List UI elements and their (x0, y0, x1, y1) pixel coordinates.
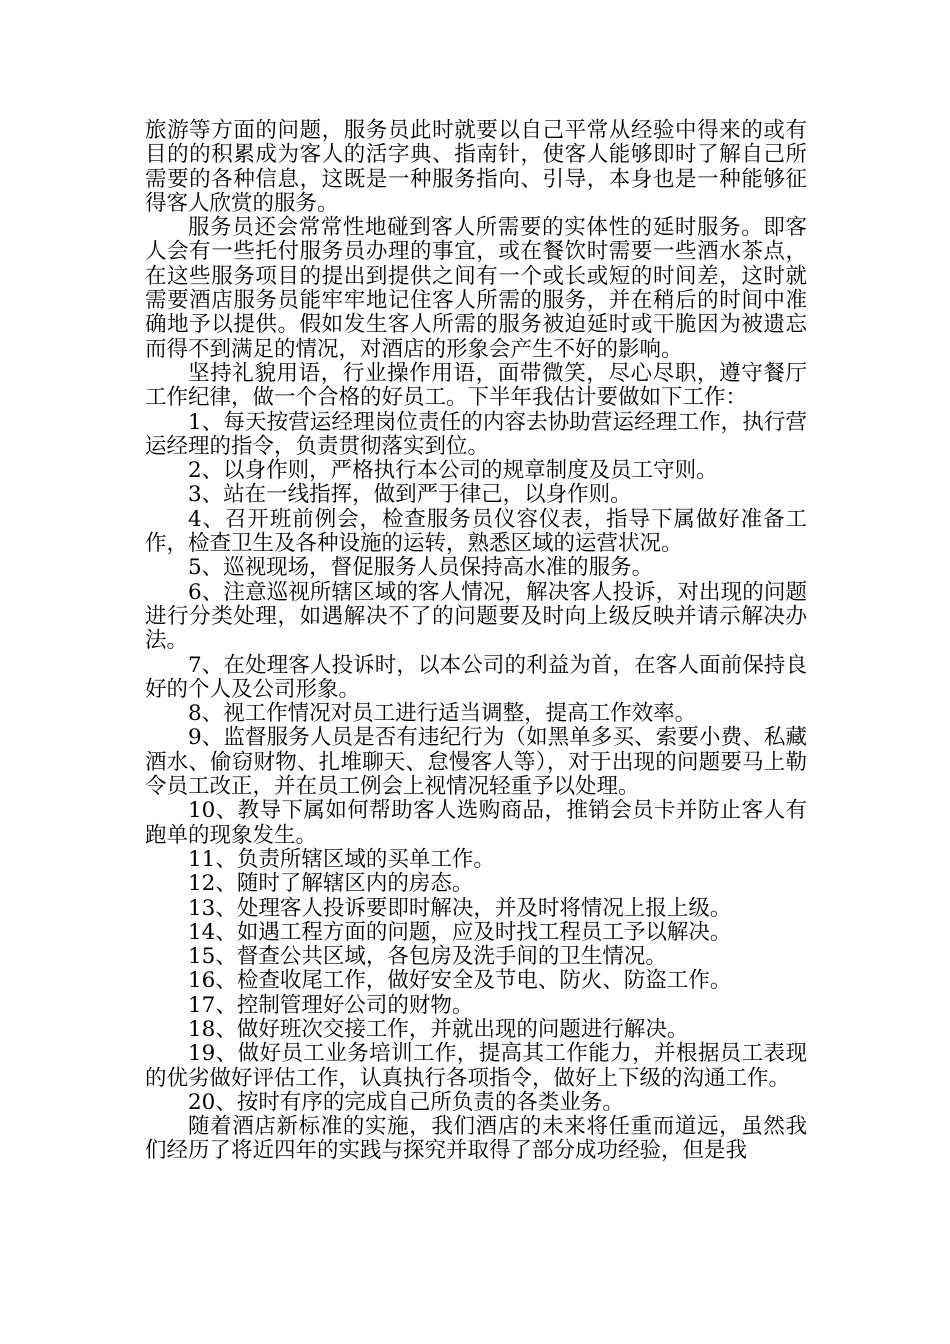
paragraph-work-plan-intro: 坚持礼貌用语，行业操作用语，面带微笑，尽心尽职，遵守餐厅工作纪律，做一个合格的好员工。下半年我估计要做如下工作： (145, 360, 807, 411)
list-item-4: 4、召开班前例会，检查服务员仪容仪表，指导下属做好准备工作，检查卫生及各种设施的运转，熟悉区域的运营状况。 (145, 506, 807, 557)
list-item-8: 8、视工作情况对员工进行适当调整，提高工作效率。 (188, 701, 697, 727)
list-item-10: 10、教导下属如何帮助客人选购商品，推销会员卡并防止客人有跑单的现象发生。 (145, 798, 807, 848)
list-item-16: 16、检查收尾工作，做好安全及节电、防火、防盗工作。 (188, 968, 732, 994)
list-item-20: 20、按时有序的完成自己所负责的各类业务。 (188, 1089, 624, 1115)
list-item-17: 17、控制管理好公司的财物。 (188, 992, 474, 1018)
list-item-9: 9、监督服务人员是否有违纪行为（如黑单多买、索要小费、私藏酒水、偷窃财物、扎堆聊天、怠慢客人等），对于出现的问题要马上勒令员工改正，并在员工例会上视情况轻重予以处理。 (145, 725, 807, 800)
list-item-5: 5、巡视现场，督促服务人员保持高水准的服务。 (188, 555, 654, 581)
paragraph-delayed-service: 服务员还会常常性地碰到客人所需要的实体性的延时服务。即客人会有一些托付服务员办理的事宜，或在餐饮时需要一些酒水茶点，在这些服务项目的提出到提供之间有一个或长或短的时间差，这时就需要酒店服务员能牢牢地记住客人所需的服务，并在稍后的时间中准确地予以提供。假如发生客人所需的服务被迫延时或干脆因为被遗忘而得不到满足的情况，对酒店的形象会产生不好的影响。 (145, 215, 807, 362)
list-item-13: 13、处理客人投诉要即时解决，并及时将情况上报上级。 (188, 895, 732, 921)
list-item-19: 19、做好员工业务培训工作，提高其工作能力，并根据员工表现的优劣做好评估工作，认真执行各项指令，做好上下级的沟通工作。 (145, 1041, 807, 1091)
list-item-1: 1、每天按营运经理岗位责任的内容去协助营运经理工作，执行营运经理的指令，负责贯彻落实到位。 (145, 409, 807, 459)
document-body (145, 119, 807, 1164)
list-item-18: 18、做好班次交接工作，并就出现的问题进行解决。 (188, 1016, 689, 1042)
paragraph-closing: 随着酒店新标准的实施，我们酒店的未来将任重而道远，虽然我们经历了将近四年的实践与探究并取得了部分成功经验，但是我 (145, 1114, 807, 1164)
list-item-15: 15、督查公共区域，各包房及洗手间的卫生情况。 (188, 944, 667, 970)
list-item-6: 6、注意巡视所辖区域的客人情况，解决客人投诉，对出现的问题进行分类处理，如遇解决不了的问题要及时向上级反映并请示解决办法。 (145, 579, 807, 654)
paragraph-continuation: 旅游等方面的问题，服务员此时就要以自己平常从经验中得来的或有目的的积累成为客人的活字典、指南针，使客人能够即时了解自己所需要的各种信息，这既是一种服务指向、引导，本身也是一种能够征得客人欣赏的服务。 (145, 118, 807, 216)
list-item-14: 14、如遇工程方面的问题，应及时找工程员工予以解决。 (188, 919, 732, 945)
list-item-12: 12、随时了解辖区内的房态。 (188, 871, 474, 897)
list-item-11: 11、负责所辖区域的买单工作。 (188, 846, 495, 872)
list-item-7: 7、在处理客人投诉时，以本公司的利益为首，在客人面前保持良好的个人及公司形象。 (145, 652, 807, 702)
list-item-2: 2、以身作则，严格执行本公司的规章制度及员工守则。 (188, 458, 718, 484)
list-item-3: 3、站在一线指挥，做到严于律己，以身作则。 (188, 482, 632, 508)
